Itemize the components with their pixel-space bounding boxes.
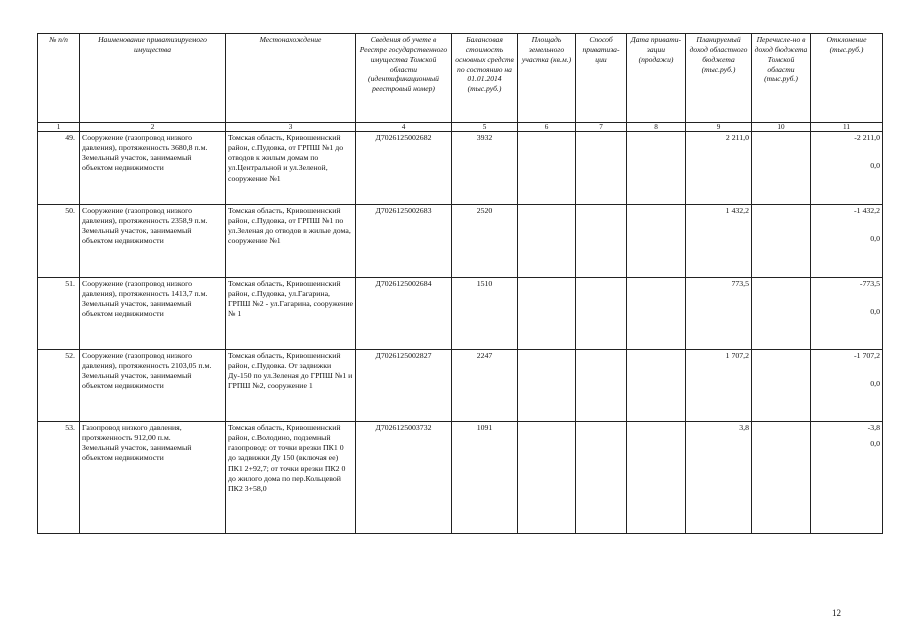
area-cell bbox=[518, 422, 576, 534]
deviation-land: 0,0 bbox=[870, 439, 880, 449]
header-name: Наименование приватизируемого имущества bbox=[80, 34, 226, 123]
method-cell bbox=[576, 132, 627, 205]
property-land: Земельный участок, занимаемый объектом недвижимости bbox=[82, 371, 192, 391]
planned-income: 773,5 bbox=[686, 278, 752, 350]
header-date: Дата привати-зации (продажи) bbox=[627, 34, 686, 123]
planned-income: 1 432,2 bbox=[686, 205, 752, 278]
registry-number: Д7026125003732 bbox=[356, 422, 452, 534]
property-name bbox=[80, 132, 226, 205]
header-area: Площадь земельного участка (кв.м.) bbox=[518, 34, 576, 123]
deviation-structure: -773,5 bbox=[859, 279, 880, 288]
column-number: 3 bbox=[226, 123, 356, 132]
header-balance: Балансовая стоимость основных средств по состоянию на 01.01.2014 (тыс.руб.) bbox=[452, 34, 518, 123]
registry-number: Д7026125002827 bbox=[356, 350, 452, 422]
property-name bbox=[80, 205, 226, 278]
balance-value: 2247 bbox=[452, 350, 518, 422]
deviation-land: 0,0 bbox=[870, 234, 880, 244]
transferred-cell bbox=[752, 205, 811, 278]
privatization-table bbox=[37, 33, 883, 534]
balance-value: 1510 bbox=[452, 278, 518, 350]
planned-income: 3,8 bbox=[686, 422, 752, 534]
balance-value: 1091 bbox=[452, 422, 518, 534]
column-number: 9 bbox=[686, 123, 752, 132]
property-name bbox=[80, 278, 226, 350]
property-location: Томская область, Кривошеинский район, с.Пудовка, ул.Гагарина, ГРПШ №2 - ул.Гагарина, сооружение № 1 bbox=[226, 278, 356, 350]
area-cell bbox=[518, 132, 576, 205]
property-land: Земельный участок, занимаемый объектом недвижимости bbox=[82, 299, 192, 319]
registry-number: Д7026125002682 bbox=[356, 132, 452, 205]
property-location: Томская область, Кривошеинский район, с.Пудовка, от ГРПШ №1 до отводов к жилым домам по ул.Центральной и ул.Зеленой, сооружение №1 bbox=[226, 132, 356, 205]
table-row bbox=[38, 205, 883, 278]
column-number: 5 bbox=[452, 123, 518, 132]
property-name bbox=[80, 422, 226, 534]
header-row bbox=[38, 34, 883, 123]
date-cell bbox=[627, 278, 686, 350]
area-cell bbox=[518, 278, 576, 350]
planned-income: 1 707,2 bbox=[686, 350, 752, 422]
deviation-cell bbox=[811, 422, 883, 534]
date-cell bbox=[627, 350, 686, 422]
transferred-cell bbox=[752, 278, 811, 350]
deviation-structure: -2 211,0 bbox=[854, 133, 880, 142]
header-method: Способ приватиза-ции bbox=[576, 34, 627, 123]
transferred-cell bbox=[752, 422, 811, 534]
area-cell bbox=[518, 350, 576, 422]
column-number: 1 bbox=[38, 123, 80, 132]
header-planned: Планируемый доход областного бюджета (тыс.руб.) bbox=[686, 34, 752, 123]
deviation-land: 0,0 bbox=[870, 307, 880, 317]
area-cell bbox=[518, 205, 576, 278]
method-cell bbox=[576, 422, 627, 534]
deviation-land: 0,0 bbox=[870, 379, 880, 389]
property-land: Земельный участок, занимаемый объектом недвижимости bbox=[82, 226, 192, 246]
column-number: 6 bbox=[518, 123, 576, 132]
deviation-cell bbox=[811, 278, 883, 350]
transferred-cell bbox=[752, 350, 811, 422]
header-location: Местонахождение bbox=[226, 34, 356, 123]
property-location: Томская область, Кривошеинский район, с.Пудовка. От задвижки Ду-150 по ул.Зеленая до ГРПШ №1 и ГРПШ №2, сооружение 1 bbox=[226, 350, 356, 422]
registry-number: Д7026125002684 bbox=[356, 278, 452, 350]
property-structure: Сооружение (газопровод низкого давления), протяженность 2103,05 п.м. bbox=[82, 351, 212, 371]
table-row bbox=[38, 278, 883, 350]
property-structure: Сооружение (газопровод низкого давления), протяженность 1413,7 п.м. bbox=[82, 279, 208, 299]
page-number: 12 bbox=[832, 608, 841, 618]
balance-value: 2520 bbox=[452, 205, 518, 278]
deviation-land: 0,0 bbox=[870, 161, 880, 171]
row-number: 52. bbox=[38, 350, 80, 422]
property-location: Томская область, Кривошеинский район, с.Пудовка, от ГРПШ №1 по ул.Зеленая до отводов в жилые дома, сооружение №1 bbox=[226, 205, 356, 278]
column-number: 8 bbox=[627, 123, 686, 132]
property-structure: Сооружение (газопровод низкого давления), протяженность 3680,8 п.м. bbox=[82, 133, 208, 153]
row-number: 51. bbox=[38, 278, 80, 350]
deviation-structure: -1 432,2 bbox=[854, 206, 880, 215]
transferred-cell bbox=[752, 132, 811, 205]
date-cell bbox=[627, 205, 686, 278]
header-num: № п/п bbox=[38, 34, 80, 123]
column-number: 11 bbox=[811, 123, 883, 132]
property-structure: Газопровод низкого давления, протяженность 912,00 п.м. bbox=[82, 423, 182, 443]
method-cell bbox=[576, 278, 627, 350]
balance-value: 3932 bbox=[452, 132, 518, 205]
registry-number: Д7026125002683 bbox=[356, 205, 452, 278]
date-cell bbox=[627, 132, 686, 205]
header-transferred: Перечисле-но в доход бюджета Томской области (тыс.руб.) bbox=[752, 34, 811, 123]
property-location: Томская область, Кривошеинский район, с.Володино, подземный газопровод: от точки врезки ПК1 0 до задвижки Ду 150 (включая ее) ПК1 2+92,7; от точки врезки ПК2 0 до жилого дома по пер.Кольцевой ПК2 3+58,0 bbox=[226, 422, 356, 534]
deviation-structure: -3,8 bbox=[867, 423, 880, 432]
deviation-cell bbox=[811, 132, 883, 205]
date-cell bbox=[627, 422, 686, 534]
table-row bbox=[38, 350, 883, 422]
column-number: 10 bbox=[752, 123, 811, 132]
row-number: 50. bbox=[38, 205, 80, 278]
column-number-row bbox=[38, 123, 883, 132]
deviation-cell bbox=[811, 205, 883, 278]
method-cell bbox=[576, 205, 627, 278]
method-cell bbox=[576, 350, 627, 422]
property-land: Земельный участок, занимаемый объектом недвижимости bbox=[82, 153, 192, 173]
property-structure: Сооружение (газопровод низкого давления), протяженность 2358,9 п.м. bbox=[82, 206, 208, 226]
deviation-structure: -1 707,2 bbox=[854, 351, 880, 360]
column-number: 2 bbox=[80, 123, 226, 132]
column-number: 7 bbox=[576, 123, 627, 132]
row-number: 49. bbox=[38, 132, 80, 205]
column-number: 4 bbox=[356, 123, 452, 132]
planned-income: 2 211,0 bbox=[686, 132, 752, 205]
property-name bbox=[80, 350, 226, 422]
table-row bbox=[38, 422, 883, 534]
deviation-cell bbox=[811, 350, 883, 422]
row-number: 53. bbox=[38, 422, 80, 534]
header-deviation: Отклонение (тыс.руб.) bbox=[811, 34, 883, 123]
header-registry: Сведения об учете в Реестре государственного имущества Томской области (идентификационный реестровый номер) bbox=[356, 34, 452, 123]
table-row bbox=[38, 132, 883, 205]
property-land: Земельный участок, занимаемый объектом недвижимости bbox=[82, 443, 192, 463]
